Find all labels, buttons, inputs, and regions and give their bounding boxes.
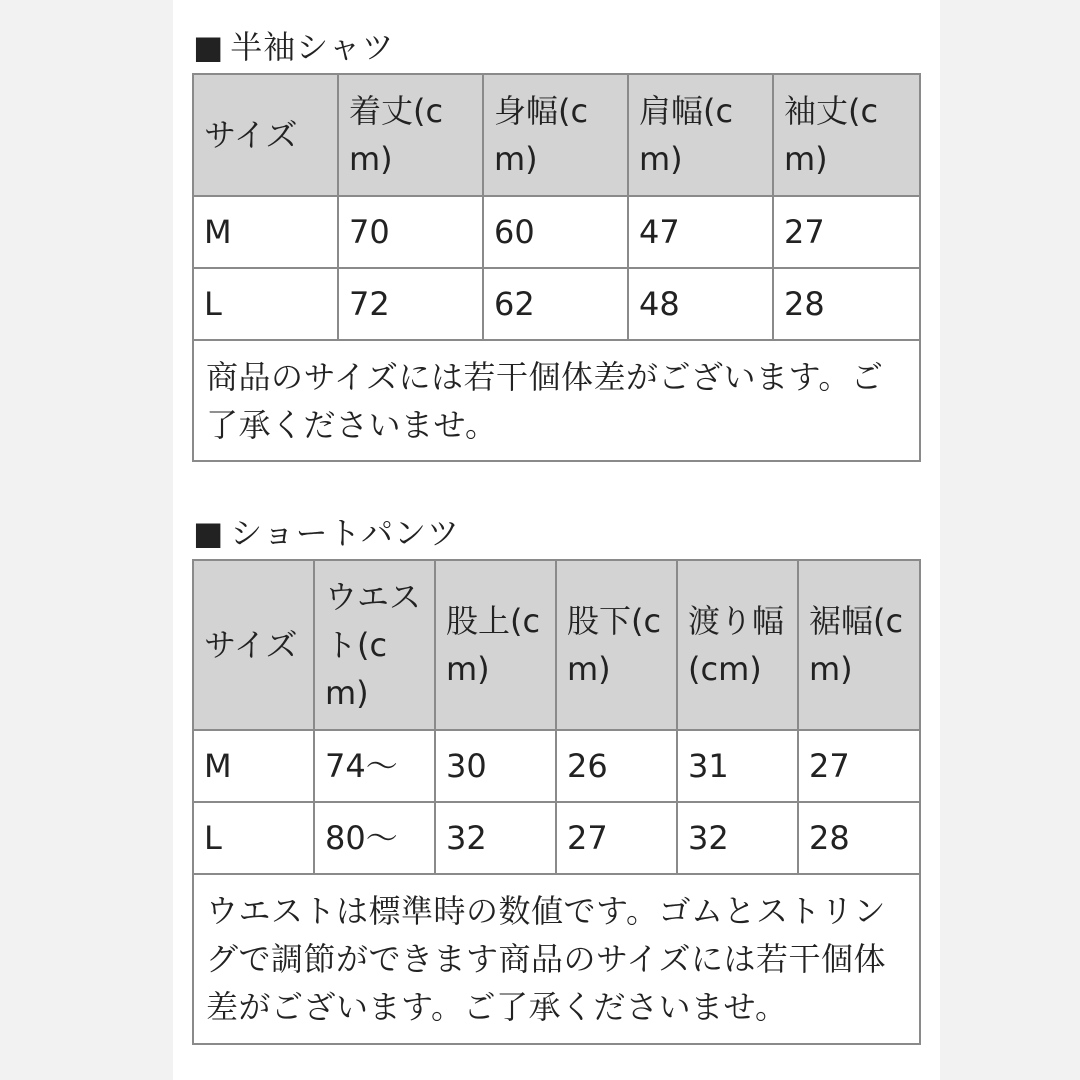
table-cell: 31: [677, 730, 798, 802]
table-row: [193, 196, 920, 268]
table-cell: 60: [483, 196, 628, 268]
header-cell: 肩幅(cm): [628, 74, 773, 196]
header-cell: 袖丈(cm): [773, 74, 920, 196]
header-cell: サイズ: [193, 560, 314, 730]
header-cell: 身幅(cm): [483, 74, 628, 196]
section-title-pants: [193, 514, 460, 552]
table-header-row: [193, 560, 920, 730]
size-note: 商品のサイズには若干個体差がございます。ご了承くださいませ。: [193, 340, 920, 461]
square-bullet-icon: ■: [193, 514, 225, 552]
header-cell: サイズ: [193, 74, 338, 196]
note-row: [193, 874, 920, 1044]
table-cell: 72: [338, 268, 483, 340]
pants-size-table: [192, 559, 921, 1045]
table-cell: 32: [677, 802, 798, 874]
table-cell: 27: [556, 802, 677, 874]
header-cell: 着丈(cm): [338, 74, 483, 196]
table-cell: L: [193, 268, 338, 340]
pants-title-text: ショートパンツ: [230, 514, 460, 552]
table-cell: 27: [773, 196, 920, 268]
section-title-shirt: [193, 28, 395, 66]
note-row: [193, 340, 920, 461]
table-cell: 30: [435, 730, 556, 802]
size-note: ウエストは標準時の数値です。ゴムとストリングで調節ができます商品のサイズには若干個体差がございます。ご了承くださいませ。: [193, 874, 920, 1044]
table-cell: M: [193, 196, 338, 268]
table-row: [193, 268, 920, 340]
square-bullet-icon: ■: [193, 28, 225, 66]
table-header-row: [193, 74, 920, 196]
header-cell: 渡り幅(cm): [677, 560, 798, 730]
table-cell: 62: [483, 268, 628, 340]
table-cell: 28: [773, 268, 920, 340]
table-cell: 70: [338, 196, 483, 268]
table-row: [193, 730, 920, 802]
table-cell: 26: [556, 730, 677, 802]
shirt-title-text: 半袖シャツ: [230, 28, 395, 66]
shirt-size-table: [192, 73, 921, 462]
header-cell: 裾幅(cm): [798, 560, 920, 730]
header-cell: ウエスト(cm): [314, 560, 435, 730]
table-cell: 74～: [314, 730, 435, 802]
table-cell: L: [193, 802, 314, 874]
table-cell: 28: [798, 802, 920, 874]
table-cell: 47: [628, 196, 773, 268]
table-cell: 48: [628, 268, 773, 340]
table-cell: 27: [798, 730, 920, 802]
header-cell: 股下(cm): [556, 560, 677, 730]
table-cell: 32: [435, 802, 556, 874]
header-cell: 股上(cm): [435, 560, 556, 730]
table-cell: M: [193, 730, 314, 802]
table-row: [193, 802, 920, 874]
table-cell: 80～: [314, 802, 435, 874]
